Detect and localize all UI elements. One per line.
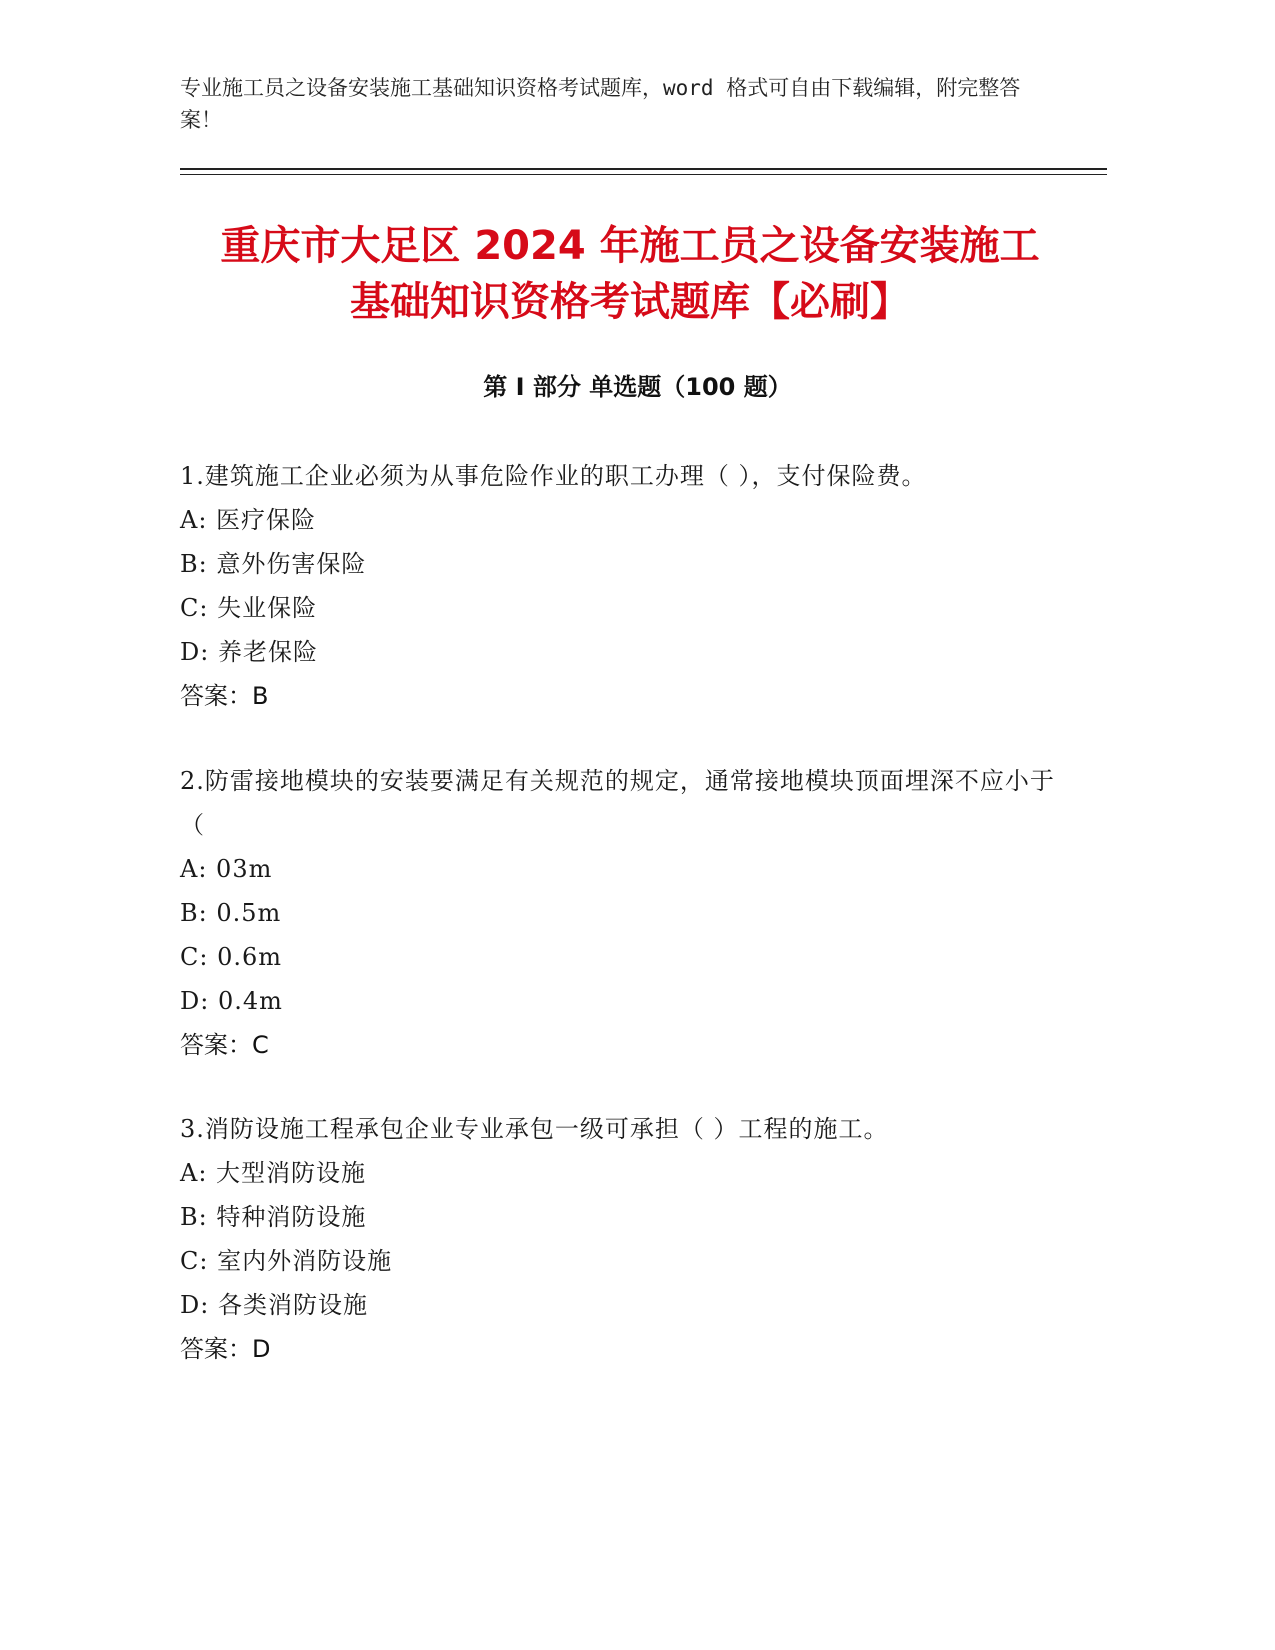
header-divider-thin — [180, 174, 1107, 175]
option-d: D: 0.4m — [180, 987, 283, 1015]
header-divider-thick — [180, 168, 1107, 170]
answer: 答案：B — [180, 682, 269, 710]
document-title — [150, 218, 1110, 330]
question-3 — [180, 1107, 1060, 1371]
option-c: C: 室内外消防设施 — [180, 1247, 393, 1275]
question-stem: 2.防雷接地模块的安装要满足有关规范的规定，通常接地模块顶面埋深不应小于（ — [180, 767, 1055, 839]
answer: 答案：D — [180, 1335, 271, 1363]
option-d: D: 各类消防设施 — [180, 1291, 368, 1319]
option-a: A: 大型消防设施 — [180, 1159, 367, 1187]
option-c: C: 失业保险 — [180, 594, 318, 622]
option-b: B: 意外伤害保险 — [180, 550, 367, 578]
answer: 答案：C — [180, 1031, 269, 1059]
question-stem: 1.建筑施工企业必须为从事危险作业的职工办理（ ），支付保险费。 — [180, 462, 927, 490]
option-b: B: 特种消防设施 — [180, 1203, 367, 1231]
question-2 — [180, 759, 1060, 1067]
header-note: 专业施工员之设备安装施工基础知识资格考试题库，word 格式可自由下载编辑，附完整答案！ — [180, 76, 1021, 132]
option-a: A: 医疗保险 — [180, 506, 317, 534]
question-1 — [180, 454, 1060, 718]
option-c: C: 0.6m — [180, 943, 283, 971]
section-heading: 第 I 部分 单选题（100 题） — [483, 373, 792, 401]
title-line-1: 重庆市大足区 2024 年施工员之设备安装施工 — [220, 223, 1040, 269]
question-stem: 3.消防设施工程承包企业专业承包一级可承担（ ）工程的施工。 — [180, 1115, 889, 1143]
option-b: B: 0.5m — [180, 899, 282, 927]
title-line-2: 基础知识资格考试题库【必刷】 — [350, 279, 910, 325]
option-d: D: 养老保险 — [180, 638, 318, 666]
option-a: A: 03m — [180, 855, 273, 883]
